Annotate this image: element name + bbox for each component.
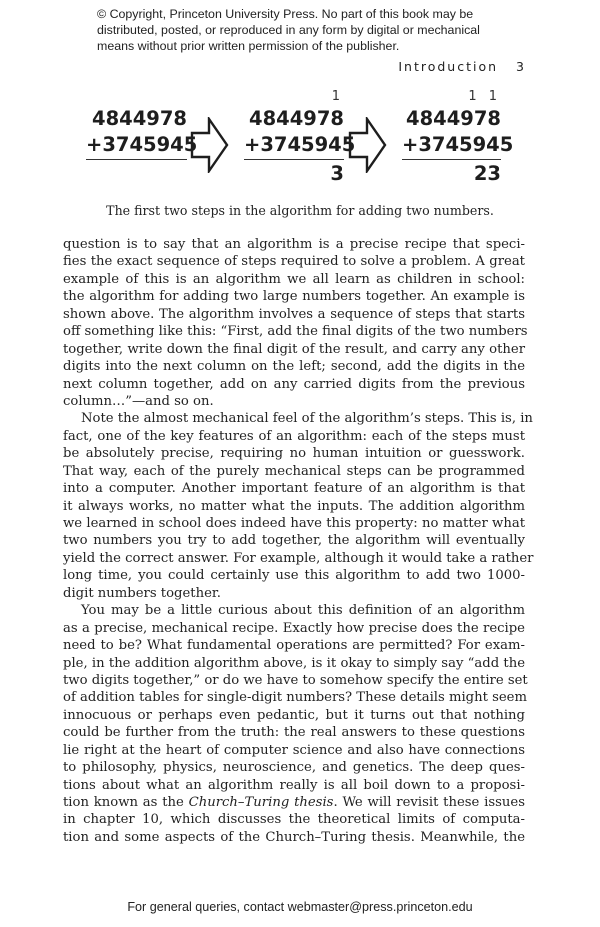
- text-line: in chapter 10, which discusses the theoretical limits of computa-: [63, 812, 525, 828]
- text-line: fies the exact sequence of steps required to solve a problem. A great: [63, 254, 525, 270]
- text-line: yield the correct answer. For example, although it would take a rather: [63, 550, 534, 566]
- text-line: of addition tables for single-digit numbers? These details might seem: [63, 690, 527, 706]
- text-line: next column together, add on any carried digits from the previous: [63, 376, 525, 392]
- text-line: two digits together,” or do we have to somehow specify the entire set: [63, 672, 528, 688]
- running-head: [398, 59, 524, 74]
- footer-contact: For general queries, contact webmaster@press.princeton.edu: [127, 900, 473, 914]
- text-fragment: tion known as the: [63, 795, 189, 810]
- copyright-line: distributed, posted, or reproduced in any form by digital or mechanical: [97, 23, 480, 37]
- text-line: fact, one of the key features of an algorithm: each of the steps must: [63, 428, 525, 444]
- text-line: That way, each of the purely mechanical steps can be programmed: [63, 463, 525, 479]
- text-line: off something like this: “First, add the final digits of the two numbers: [63, 324, 528, 340]
- text-line-with-term: [63, 794, 525, 811]
- right-arrow-icon: [348, 117, 388, 173]
- chapter-title: Introduction: [398, 59, 499, 74]
- text-line: be absolutely precise, requiring no human intuition or guesswork.: [63, 446, 525, 462]
- addend-2: +3745945: [86, 133, 198, 156]
- text-line: example of this is an algorithm we all learn as children in school:: [63, 271, 525, 287]
- text-line: ple, in the addition algorithm above, is it okay to simply say “add the: [63, 655, 525, 671]
- text-line: could be further from the truth: the real answers to these questions: [63, 725, 525, 741]
- text-line: two numbers you try to add together, the algorithm will eventually: [63, 533, 525, 549]
- addition-step-3: [402, 88, 514, 188]
- carry-digits: 1 1: [468, 89, 501, 104]
- addend-1: 4844978: [92, 107, 187, 130]
- text-line: to philosophy, physics, neuroscience, and genetics. The deep ques-: [63, 760, 525, 776]
- text-line: question is to say that an algorithm is a precise recipe that speci-: [63, 237, 525, 252]
- carry-digits: [86, 88, 187, 106]
- page-number: 3: [516, 59, 524, 74]
- text-fragment: . We will revisit these issues: [333, 795, 525, 810]
- sum-result: 23: [473, 162, 501, 185]
- text-line: column…”—and so on.: [63, 393, 214, 409]
- text-line: need to be? What fundamental operations are permitted? For exam-: [63, 638, 525, 654]
- text-line: tions about what an algorithm really is all boil down to a proposi-: [63, 777, 525, 793]
- addend-1: 4844978: [406, 107, 501, 130]
- text-line: digit numbers together.: [63, 585, 221, 601]
- addend-2: +3745945: [402, 133, 514, 156]
- text-line: long time, you could certainly use this algorithm to add two 1000-: [63, 568, 525, 584]
- carry-digits: 1: [331, 89, 344, 104]
- text-line: You may be a little curious about this definition of an algorithm: [81, 603, 525, 619]
- copyright-line: means without prior written permission of the publisher.: [97, 39, 400, 53]
- text-line: into a computer. Another important feature of an algorithm is that: [63, 481, 525, 497]
- text-line: Note the almost mechanical feel of the algorithm’s steps. This is, in: [81, 411, 533, 427]
- sum-result: 3: [330, 162, 344, 185]
- sum-result: [86, 160, 187, 188]
- addition-step-1: [86, 88, 198, 188]
- body-text: [63, 236, 534, 846]
- text-line: as a precise, mechanical recipe. Exactly how precise does the recipe: [63, 620, 525, 636]
- text-line: we learned in school does indeed have this property: no matter what: [63, 516, 525, 531]
- copyright-line: © Copyright, Princeton University Press. No part of this book may be: [97, 7, 474, 21]
- text-line: digits into the next column on the left; second, add the digits in the: [63, 359, 525, 375]
- addend-2: +3745945: [244, 133, 356, 156]
- text-line: together, write down the final digit of the result, and carry any other: [63, 341, 525, 357]
- addend-step-2: [244, 88, 356, 188]
- italic-term: Church–Turing thesis: [188, 795, 334, 810]
- text-line: tion and some aspects of the Church–Turing thesis. Meanwhile, the: [63, 829, 525, 845]
- addition-figure: [0, 88, 600, 198]
- copyright-notice: [97, 6, 497, 54]
- text-line: lie right at the heart of computer science and also have connections: [63, 742, 525, 758]
- addend-1: 4844978: [249, 107, 344, 130]
- figure-caption: The first two steps in the algorithm for adding two numbers.: [106, 203, 494, 218]
- text-line: innocuous or perhaps even pedantic, but it turns out that nothing: [63, 707, 525, 723]
- text-line: shown above. The algorithm involves a sequence of steps that starts: [63, 306, 525, 322]
- text-line: it always works, no matter what the inputs. The addition algorithm: [63, 498, 525, 514]
- text-line: the algorithm for adding two large numbers together. An example is: [63, 289, 525, 305]
- right-arrow-icon: [190, 117, 230, 173]
